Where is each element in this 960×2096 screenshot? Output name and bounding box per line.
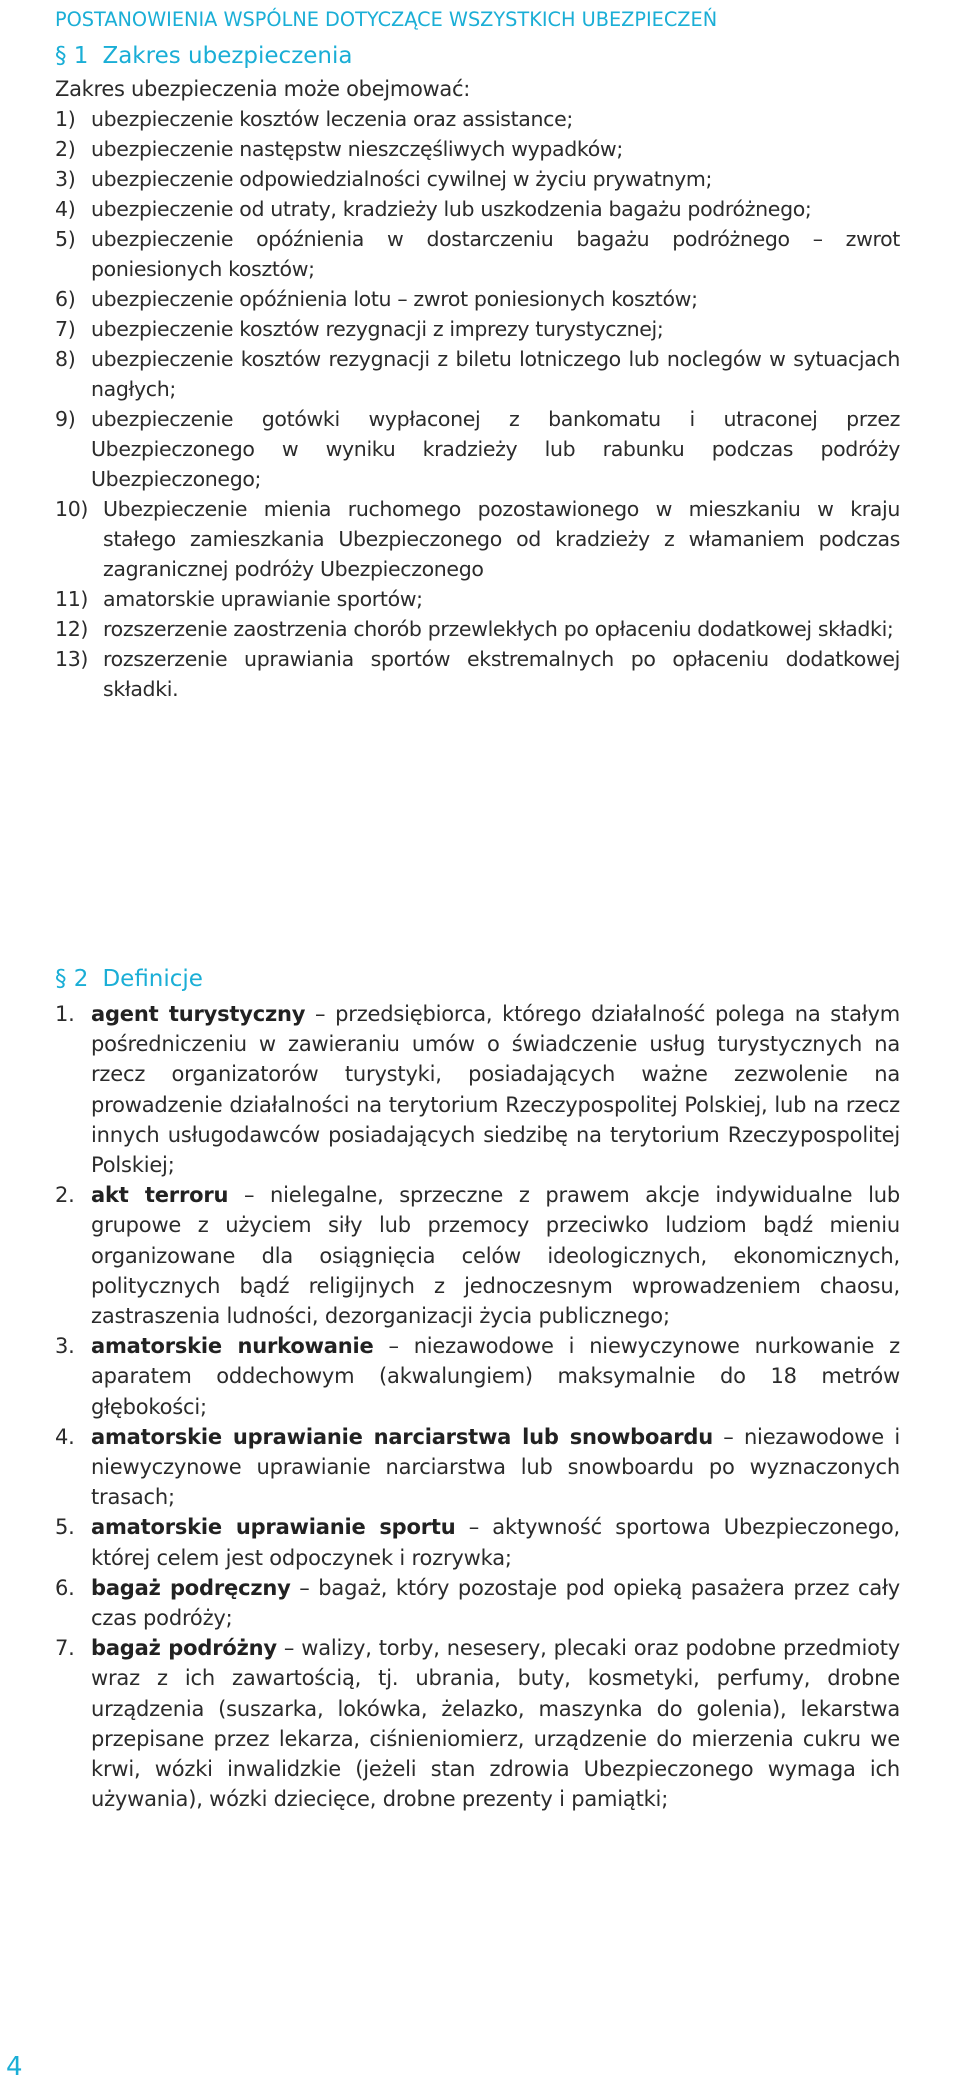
definition-item: 5. amatorskie uprawianie sportu – aktywność sportowa Ubezpieczonego, której celem jest odpoczynek i rozrywka; bbox=[55, 1515, 901, 1570]
section-1-intro: Zakres ubezpieczenia może obejmować: bbox=[55, 77, 470, 101]
section-1-symbol: § 1 bbox=[55, 43, 89, 69]
definition-term: amatorskie nurkowanie bbox=[91, 1334, 374, 1359]
definition-item: 1. agent turystyczny – przedsiębiorca, którego działalność polega na stałym pośredniczeniu w zawieraniu umów o świadczenie usług turystycznych na rzecz organizatorów turystyki, posiadających ważne zezwolenie na prowadzenie działalności na terytorium Rzeczypospolitej Polskiej, lub na rzecz innych usługodawców posiadających siedzibę na terytorium Rzeczypospolitej Polskiej; bbox=[55, 1002, 901, 1178]
definition-term: amatorskie uprawianie narciarstwa lub snowboardu bbox=[91, 1424, 713, 1449]
definition-term: bagaż podręczny bbox=[91, 1575, 291, 1600]
definition-item: 4. amatorskie uprawianie narciarstwa lub snowboardu – niezawodowe i niewyczynowe uprawianie narciarstwa lub snowboardu po wyznaczonych trasach; bbox=[55, 1424, 900, 1510]
list-item: 5) ubezpieczenie opóźnienia w dostarczeniu bagażu podróżnego – zwrot poniesionych kosztów; bbox=[55, 227, 900, 281]
definition-term: agent turystyczny bbox=[91, 1002, 306, 1026]
list-item: 2) ubezpieczenie następstw nieszczęśliwych wypadków; bbox=[55, 137, 623, 161]
list-item: 1) ubezpieczenie kosztów leczenia oraz assistance; bbox=[55, 107, 573, 131]
list-item: 4) ubezpieczenie od utraty, kradzieży lub uszkodzenia bagażu podróżnego; bbox=[55, 197, 812, 221]
list-item: 8) ubezpieczenie kosztów rezygnacji z biletu lotniczego lub noclegów w sytuacjach nagłych; bbox=[55, 347, 900, 401]
definition-term: bagaż podróżny bbox=[91, 1636, 277, 1661]
list-item: 7) ubezpieczenie kosztów rezygnacji z imprezy turystycznej; bbox=[55, 317, 664, 341]
document-heading: POSTANOWIENIA WSPÓLNE DOTYCZĄCE WSZYSTKICH UBEZPIECZEŃ bbox=[55, 8, 718, 31]
definition-term: amatorskie uprawianie sportu bbox=[91, 1515, 456, 1540]
definition-term: akt terroru bbox=[91, 1183, 229, 1208]
scope-list bbox=[55, 104, 900, 704]
list-item: 3) ubezpieczenie odpowiedzialności cywilnej w życiu prywatnym; bbox=[55, 167, 713, 191]
list-item: 11) amatorskie uprawianie sportów; bbox=[55, 587, 423, 611]
definition-item: 7. bagaż podróżny – walizy, torby, nesesery, plecaki oraz podobne przedmioty wraz z ich zawartością, tj. ubrania, buty, kosmetyki, perfumy, drobne urządzenia (suszarka, lokówka, żelazko, maszynka do golenia), lekarstwa przepisane przez lekarza, ciśnieniomierz, urządzenie do mierzenia cukru we krwi, wózki inwalidzkie (jeżeli stan zdrowia Ubezpieczonego wymaga ich używania), wózki dziecięce, drobne prezenty i pamiątki; bbox=[55, 1636, 901, 1812]
list-item: 9) ubezpieczenie gotówki wypłaconej z bankomatu i utraconej przez Ubezpieczonego w wyniku kradzieży lub rabunku podczas podróży Ubezpieczonego; bbox=[55, 407, 900, 491]
definition-item: 2. akt terroru – nielegalne, sprzeczne z prawem akcje indywidualne lub grupowe z użyciem siły lub przemocy przeciwko ludziom bądź mieniu organizowane dla osiągnięcia celów ideologicznych, ekonomicznych, politycznych bądź religijnych z jednoczesnym wprowadzeniem chaosu, zastraszenia ludności, dezorganizacji życia publicznego; bbox=[55, 1183, 900, 1329]
section-1-heading bbox=[55, 43, 353, 69]
definition-item: 3. amatorskie nurkowanie – niezawodowe i niewyczynowe nurkowanie z aparatem oddechowym (akwalungiem) maksymalnie do 18 metrów głębokości; bbox=[55, 1334, 900, 1419]
section-2-symbol: § 2 bbox=[55, 966, 89, 992]
section-1-title: Zakres ubezpieczenia bbox=[102, 43, 353, 69]
definitions-list bbox=[55, 999, 900, 1814]
list-item: 13) rozszerzenie uprawiania sportów ekstremalnych po opłaceniu dodatkowej składki. bbox=[55, 647, 900, 701]
page-number: 4 bbox=[6, 2052, 23, 2082]
list-item: 12) rozszerzenie zaostrzenia chorób przewlekłych po opłaceniu dodatkowej składki; bbox=[55, 617, 894, 641]
definition-item: 6. bagaż podręczny – bagaż, który pozostaje pod opieką pasażera przez cały czas podróży; bbox=[55, 1575, 900, 1631]
section-2-title: Definicje bbox=[102, 966, 203, 992]
list-item: 10) Ubezpieczenie mienia ruchomego pozostawionego w mieszkaniu w kraju stałego zamieszkania Ubezpieczonego od kradzieży z włamaniem podczas zagranicznej podróży Ubezpieczonego bbox=[55, 497, 900, 581]
section-2-heading bbox=[55, 966, 203, 992]
list-item: 6) ubezpieczenie opóźnienia lotu – zwrot poniesionych kosztów; bbox=[55, 287, 698, 311]
